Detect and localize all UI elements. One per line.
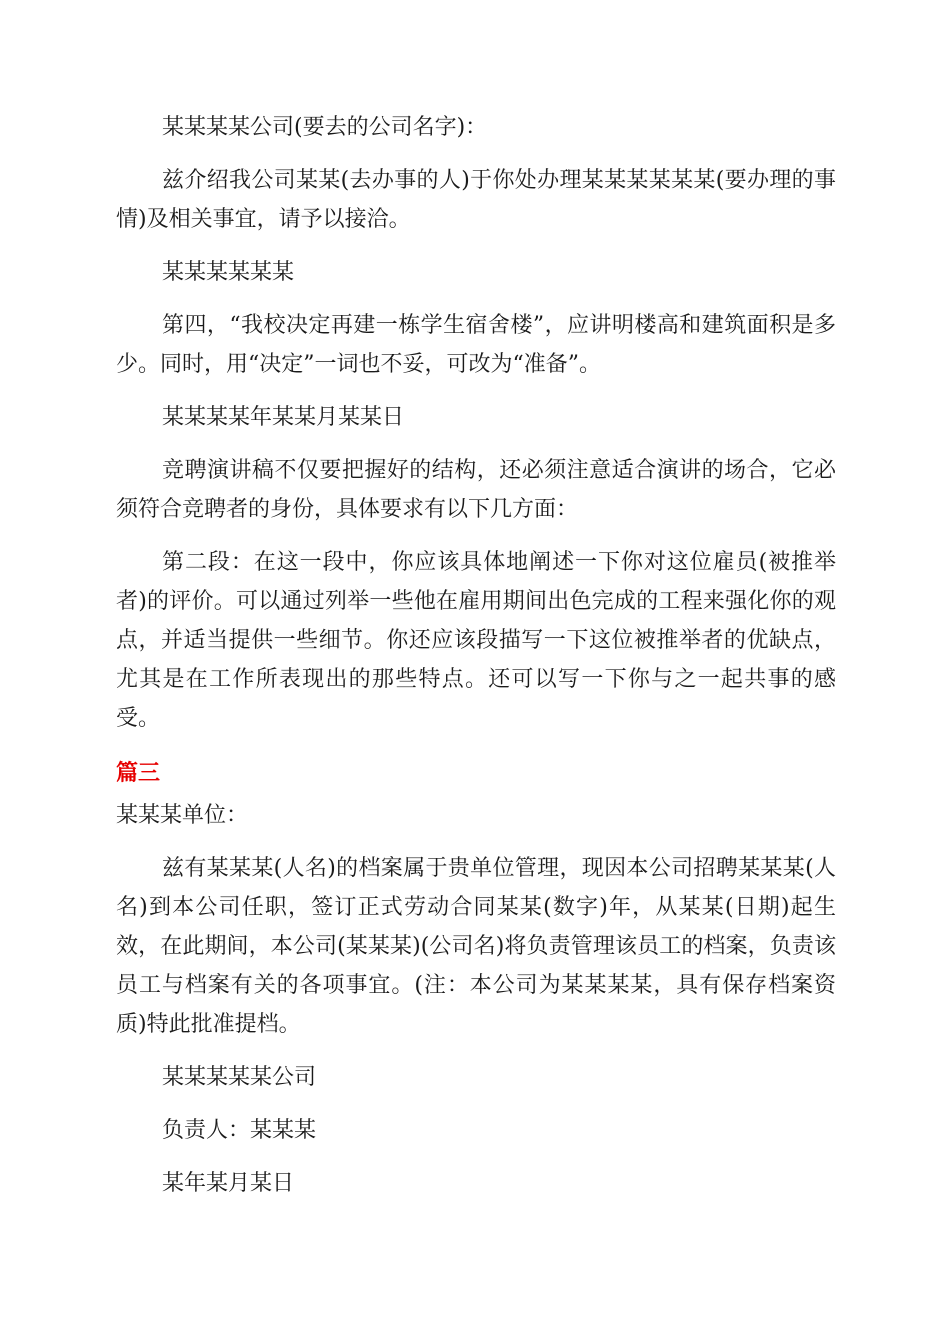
- speech-note-paragraph: 竞聘演讲稿不仅要把握好的结构，还必须注意适合演讲的场合，它必须符合竞聘者的身份，具体要求有以下几方面：: [116, 458, 836, 522]
- section-heading: 篇三: [116, 761, 161, 786]
- letter-addressee: 某某某某公司(要去的公司名字)：: [162, 115, 488, 140]
- letter-signer: 某某某某某某: [162, 260, 295, 285]
- second-section-paragraph: 第二段：在这一段中，你应该具体地阐述一下你对这位雇员(被推举者)的评价。可以通过列举一些他在雇用期间出色完成的工程来强化你的观点，并适当提供一些细节。你还应该段描写一下这位被推举者的优缺点，尤其是在工作所表现出的那些特点。还可以写一下你与之一起共事的感受。: [116, 550, 836, 731]
- archive-transfer-paragraph: 兹有某某某(人名)的档案属于贵单位管理，现因本公司招聘某某某(人名)到本公司任职，签订正式劳动合同某某(数字)年，从某某(日期)起生效，在此期间，本公司(某某某)(公司名)将负责管理该员工的档案，负责该员工与档案有关的各项事宜。(注：本公司为某某某某，具有保存档案资质)特此批准提档。: [116, 856, 836, 1037]
- letter-date: 某某某某年某某月某某日: [162, 405, 405, 430]
- unit-addressee: 某某某单位：: [116, 803, 249, 828]
- fourth-point-paragraph: 第四，“我校决定再建一栋学生宿舍楼”，应讲明楼高和建筑面积是多少。同时，用“决定”一词也不妥，可改为“准备”。: [116, 313, 836, 377]
- responsible-person: 负责人：某某某: [162, 1118, 317, 1143]
- company-signature: 某某某某某公司: [162, 1065, 317, 1090]
- introduction-paragraph: 兹介绍我公司某某(去办事的人)于你处办理某某某某某某(要办理的事情)及相关事宜，请予以接洽。: [116, 168, 836, 232]
- document-page: [116, 108, 836, 1217]
- closing-date: 某年某月某日: [162, 1171, 295, 1196]
